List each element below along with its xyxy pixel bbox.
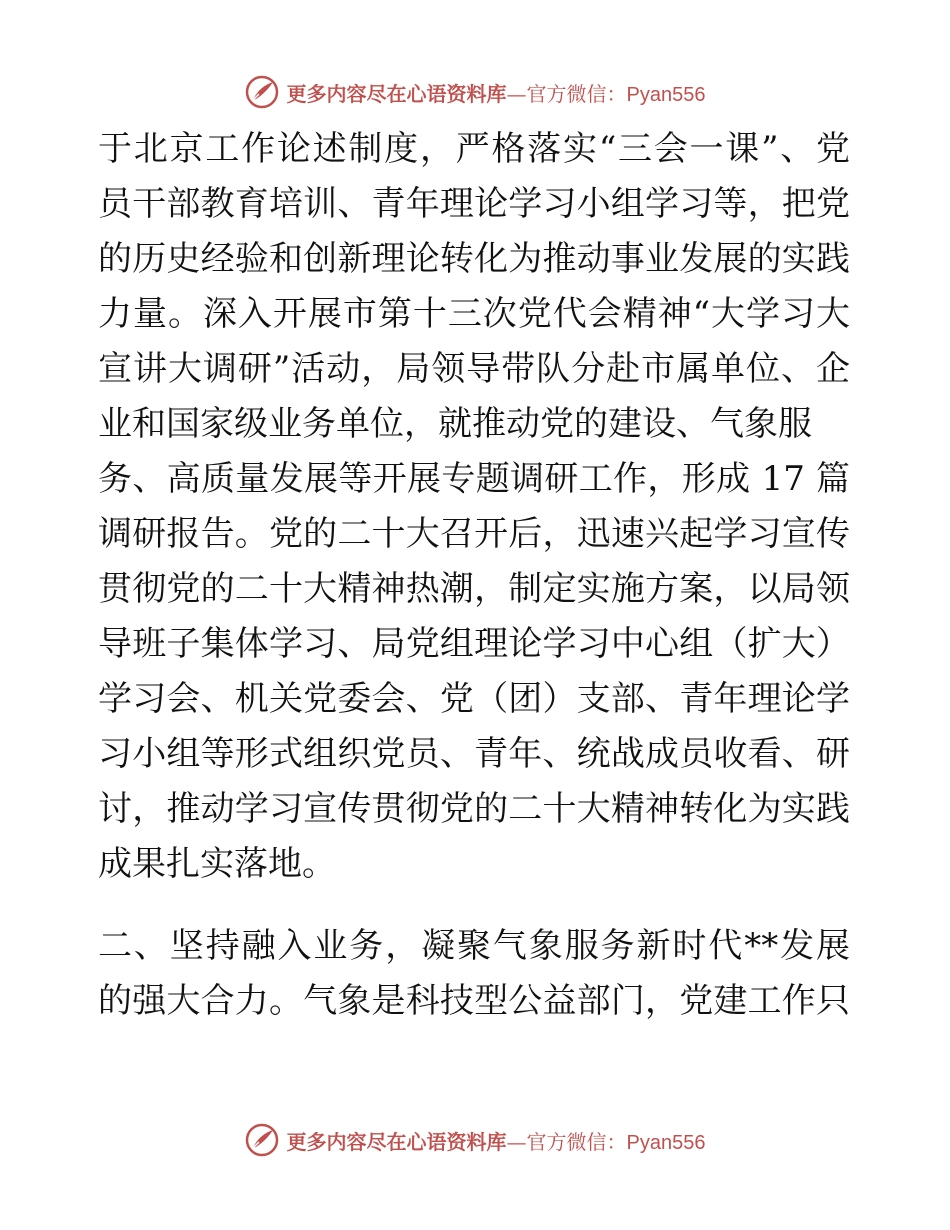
- text-line: 的历史经验和创新理论转化为推动事业发展的实践: [98, 239, 850, 279]
- watermark-site-name: 更多内容尽在心语资料库: [286, 81, 507, 106]
- paragraph-1: [98, 122, 850, 892]
- text-line: 导班子集体学习、局党组理论学习中心组（扩大）: [98, 624, 850, 664]
- text-line: 业和国家级业务单位，就推动党的建设、气象服: [98, 404, 812, 444]
- text-line: 习小组等形式组织党员、青年、统战成员收看、研: [98, 734, 850, 774]
- watermark-wechat-id: Pyan556: [626, 1131, 706, 1154]
- section-heading-line: 二、坚持融入业务，凝聚气象服务新时代**发展: [98, 926, 850, 966]
- text-line: 员干部教育培训、青年理论学习小组学习等，把党: [98, 184, 850, 224]
- footer-watermark: [0, 1120, 950, 1160]
- text-line: 贯彻党的二十大精神热潮，制定实施方案，以局领: [98, 569, 850, 609]
- text-line: 成果扎实落地。: [98, 844, 336, 884]
- watermark-text: [287, 1126, 706, 1155]
- text-line: 学习会、机关党委会、党（团）支部、青年理论学: [98, 679, 850, 719]
- watermark-site-name: 更多内容尽在心语资料库: [286, 1129, 507, 1154]
- text-line: 务、高质量发展等开展专题调研工作，形成 17 篇: [98, 459, 850, 499]
- watermark-separator: —官方微信：: [506, 1129, 627, 1154]
- text-line: 调研报告。党的二十大召开后，迅速兴起学习宣传: [98, 514, 850, 554]
- text-line: 于北京工作论述制度，严格落实“三会一课”、党: [98, 129, 850, 169]
- text-line: 讨，推动学习宣传贯彻党的二十大精神转化为实践: [98, 789, 850, 829]
- paragraph-2: [98, 919, 850, 1029]
- text-line: 宣讲大调研”活动，局领导带队分赴市属单位、企: [98, 349, 850, 389]
- watermark-wechat-id: Pyan556: [626, 83, 706, 106]
- watermark-separator: —官方微信：: [506, 81, 627, 106]
- text-line: 力量。深入开展市第十三次党代会精神“大学习大: [98, 294, 850, 334]
- watermark-text: [287, 78, 706, 107]
- quill-logo-icon: [245, 75, 279, 109]
- text-line: 的强大合力。气象是科技型公益部门，党建工作只: [98, 981, 850, 1021]
- document-body: [98, 122, 850, 1029]
- quill-logo-icon: [245, 1123, 279, 1157]
- header-watermark: [0, 72, 950, 112]
